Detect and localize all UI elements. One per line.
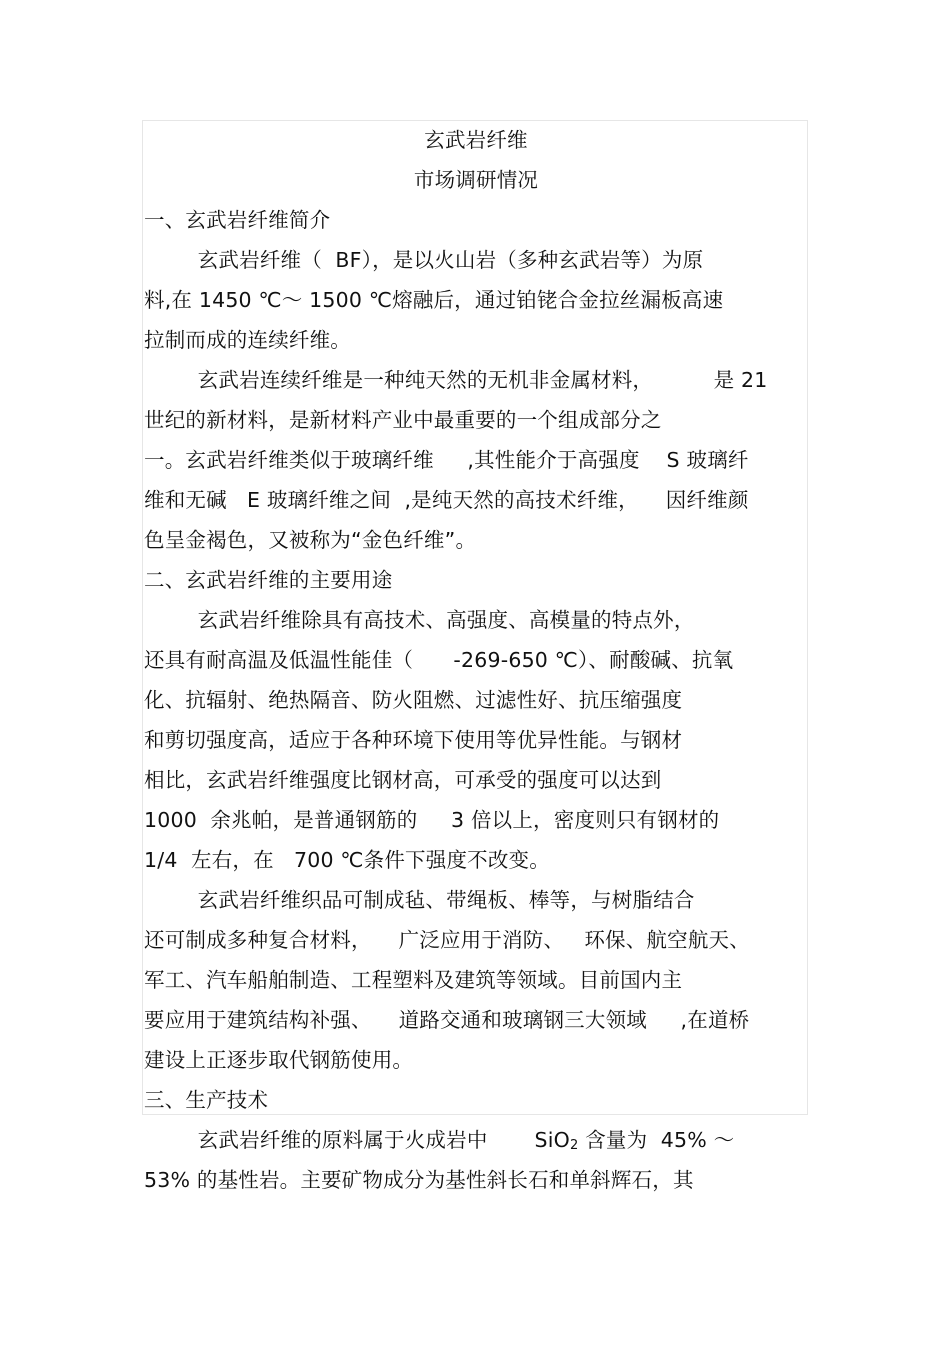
text-line: 1/4 左右，在 700 ℃条件下强度不改变。: [144, 848, 550, 872]
text-segment: 含量为 45% ～: [578, 1128, 735, 1152]
text-line: 还具有耐高温及低温性能佳（ -269-650 ℃）、耐酸碱、抗氧: [144, 648, 734, 672]
section-heading-1: 一、玄武岩纤维简介: [144, 208, 331, 232]
text-line: 玄武岩连续纤维是一种纯天然的无机非金属材料， 是 21: [144, 368, 768, 392]
text-line: 1000 余兆帕，是普通钢筋的 3 倍以上，密度则只有钢材的: [144, 808, 720, 832]
section-heading-2: 二、玄武岩纤维的主要用途: [144, 568, 393, 592]
text-line: 建设上正逐步取代钢筋使用。: [144, 1048, 414, 1072]
text-line: 53% 的基性岩。主要矿物成分为基性斜长石和单斜辉石，其: [144, 1168, 694, 1192]
text-line: 维和无碱 E 玻璃纤维之间 ,是纯天然的高技术纤维， 因纤维颜: [144, 488, 749, 512]
text-line-sio2: [144, 1120, 734, 1160]
text-line: 军工、汽车船舶制造、工程塑料及建筑等领域。目前国内主: [144, 968, 683, 992]
document-subtitle: 市场调研情况: [413, 168, 539, 192]
text-line: 和剪切强度高，适应于各种环境下使用等优异性能。与钢材: [144, 728, 683, 752]
text-line: 玄武岩纤维织品可制成毡、带绳板、棒等，与树脂结合: [144, 888, 695, 912]
text-line: 料,在 1450 ℃～ 1500 ℃熔融后，通过铂铑合金拉丝漏板高速: [144, 288, 724, 312]
text-line: 玄武岩纤维除具有高技术、高强度、高模量的特点外，: [144, 608, 695, 632]
document-title: 玄武岩纤维: [424, 128, 528, 152]
text-line: 色呈金褐色，又被称为“金色纤维”。: [144, 528, 477, 552]
text-line: 玄武岩纤维（ BF），是以火山岩（多种玄武岩等）为原: [144, 248, 704, 272]
section-heading-3: 三、生产技术: [144, 1088, 269, 1112]
text-line: 要应用于建筑结构补强、 道路交通和玻璃钢三大领域 ,在道桥: [144, 1008, 750, 1032]
subscript: 2: [570, 1138, 579, 1153]
text-line: 拉制而成的连续纤维。: [144, 328, 351, 352]
text-line: 世纪的新材料，是新材料产业中最重要的一个组成部分之: [144, 408, 662, 432]
text-line: 化、抗辐射、绝热隔音、防火阻燃、过滤性好、抗压缩强度: [144, 688, 683, 712]
text-segment: 玄武岩纤维的原料属于火成岩中 SiO: [144, 1128, 570, 1152]
text-line: 还可制成多种复合材料， 广泛应用于消防、 环保、航空航天、: [144, 928, 750, 952]
text-line: 相比，玄武岩纤维强度比钢材高，可承受的强度可以达到: [144, 768, 662, 792]
text-line: 一。玄武岩纤维类似于玻璃纤维 ,其性能介于高强度 S 玻璃纤: [144, 448, 749, 472]
